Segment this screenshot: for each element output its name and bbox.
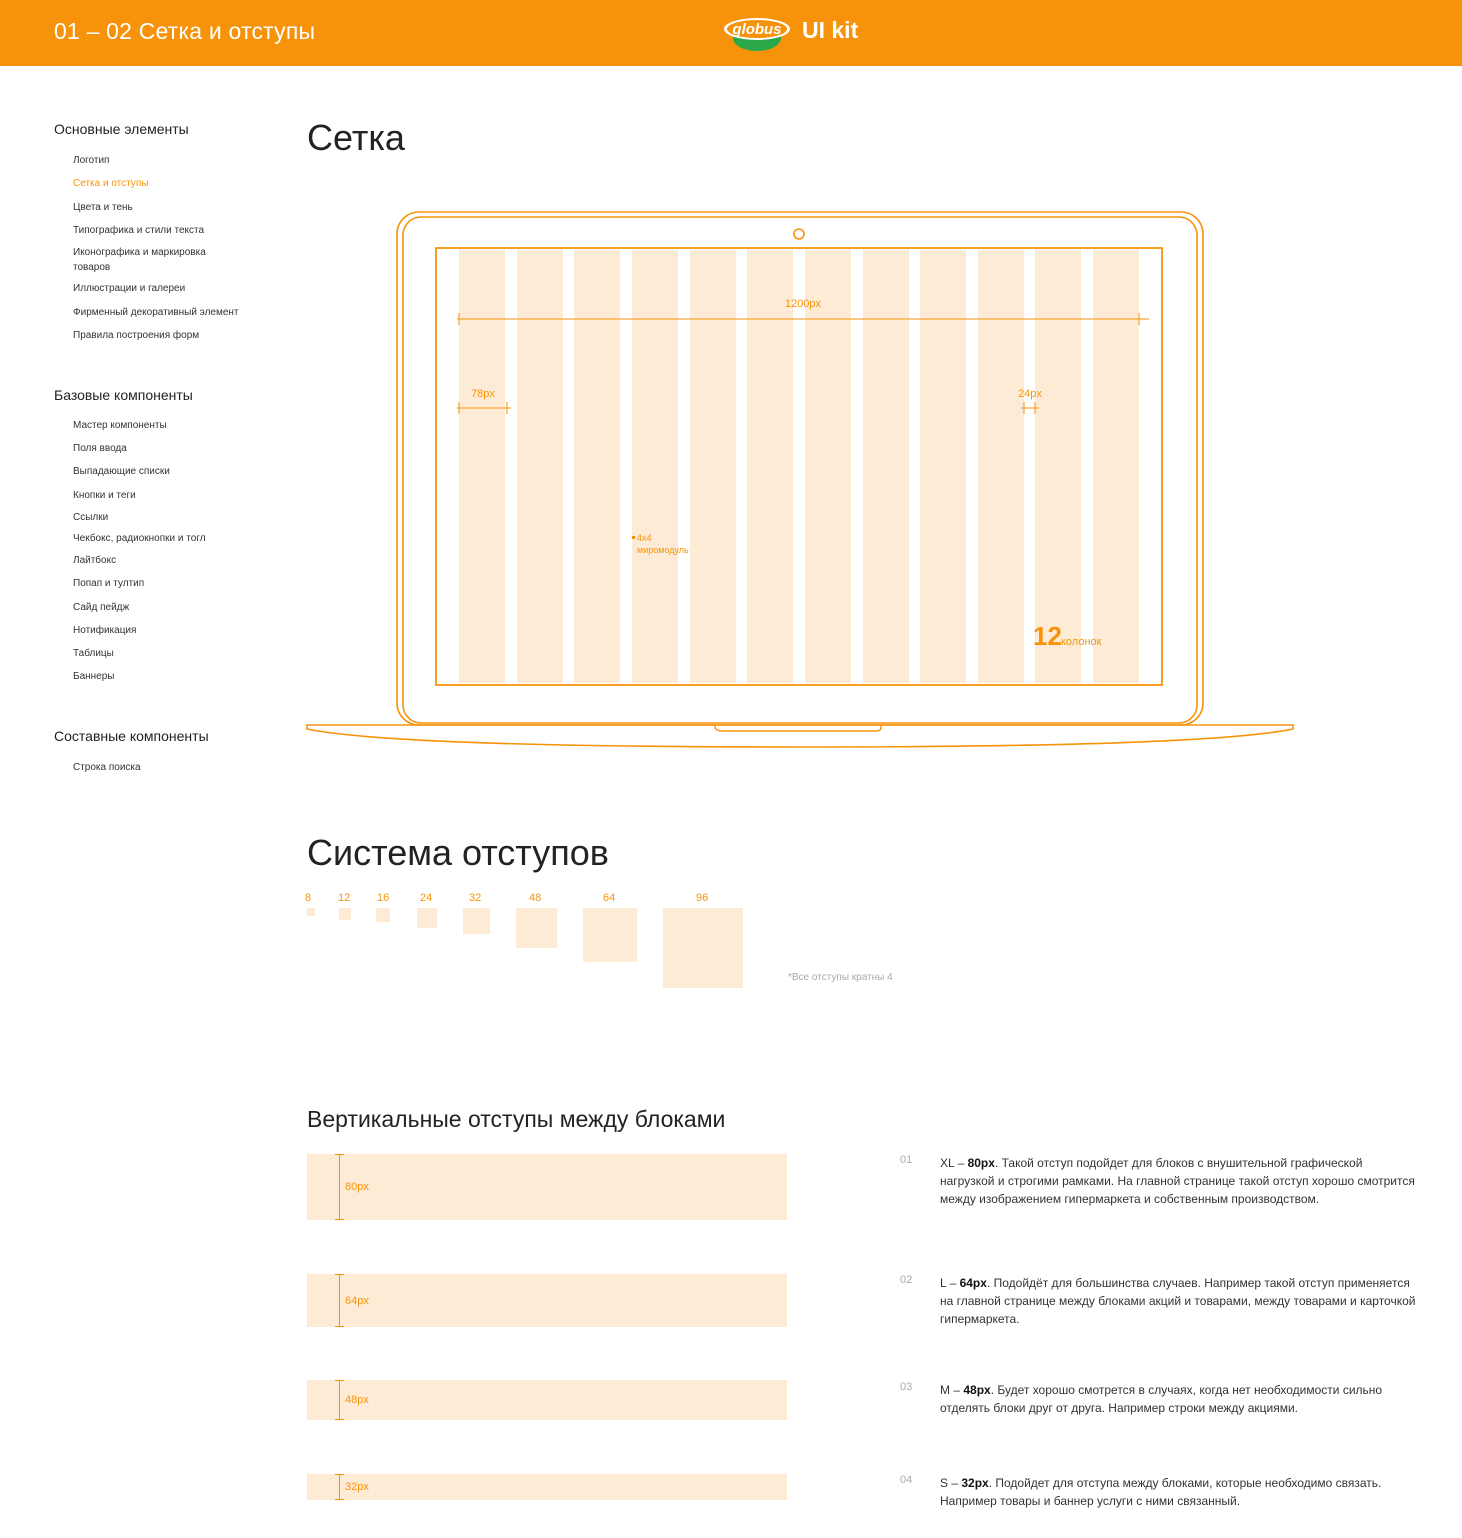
spacing-block-xl: [307, 1154, 787, 1220]
spacing-label: 8: [305, 892, 312, 904]
spacing-title: Система отступов: [307, 832, 609, 873]
sidebar-item-lightbox[interactable]: Лайтбокс: [73, 555, 117, 566]
sidebar-item-checkbox[interactable]: Чекбокс, радиокнопки и тогл: [73, 533, 206, 544]
desc-number: 03: [900, 1381, 913, 1393]
spacing-label: 96: [696, 892, 709, 904]
spacing-block-value: 48px: [345, 1394, 369, 1406]
desc-text: S – 32px. Подойдет для отступа между блоками, которые необходимо связать. Например товары и баннер услуги с ними связанный.: [940, 1476, 1382, 1508]
logo-text: globus: [732, 21, 782, 38]
spacing-square: [376, 908, 390, 922]
spacing-square: [307, 908, 315, 916]
sidebar-item-buttons[interactable]: Кнопки и теги: [73, 490, 136, 501]
desc-text: L – 64px. Подойдёт для большинства случаев. Например такой отступ применяется на главной странице между блоками акций и товарами, между товарами и карточкой гипермаркета.: [940, 1276, 1416, 1326]
sidebar-item-links[interactable]: Ссылки: [73, 512, 109, 523]
sidebar-section-title: Составные компоненты: [54, 728, 209, 744]
spacing-square: [583, 908, 637, 962]
spacing-label: 48: [529, 892, 542, 904]
desc-number: 04: [900, 1474, 913, 1486]
sidebar-item-forms[interactable]: Правила построения форм: [73, 330, 200, 341]
desc-text: XL – 80px. Такой отступ подойдет для блоков с внушительной графической нагрузкой и строгими рамками. На главной странице такой отступ хорошо смотрится между изображением гипермаркета и собственным производством.: [940, 1156, 1415, 1206]
sidebar-item-typography[interactable]: Типографика и стили текста: [73, 225, 205, 236]
spacing-label: 16: [377, 892, 390, 904]
spacing-block-l: [307, 1274, 787, 1327]
desc-number: 02: [900, 1274, 913, 1286]
sidebar-section-title: Основные элементы: [54, 121, 189, 137]
sidebar-item-iconography[interactable]: Иконографика и маркировка товаров: [73, 247, 206, 273]
vertical-spacing-title: Вертикальные отступы между блоками: [307, 1106, 726, 1132]
sidebar-item-banners[interactable]: Баннеры: [73, 671, 115, 682]
camera-icon: [794, 229, 804, 239]
globus-logo[interactable]: [722, 14, 792, 52]
spacing-square: [663, 908, 743, 988]
desc-number: 01: [900, 1154, 913, 1166]
module-label-2: миромодуль: [637, 545, 689, 555]
sidebar-item-colors[interactable]: Цвета и тень: [73, 202, 133, 213]
module-label: 4x4: [637, 533, 652, 543]
spacing-note: *Все отступы кратны 4: [788, 972, 893, 983]
spacing-label: 64: [603, 892, 616, 904]
sidebar-item-grid[interactable]: Сетка и отступы: [73, 178, 149, 189]
sidebar-section-title: Базовые компоненты: [54, 387, 193, 403]
spacing-block-s: [307, 1474, 787, 1500]
spacing-scale: [305, 890, 1005, 1000]
sidebar-item-master[interactable]: Мастер компоненты: [73, 420, 167, 431]
spacing-label: 24: [420, 892, 433, 904]
spacing-label: 32: [469, 892, 482, 904]
spacing-label: 12: [338, 892, 351, 904]
ui-kit-label: UI kit: [802, 17, 859, 43]
sidebar-item-logo[interactable]: Логотип: [73, 155, 110, 166]
desc-text: M – 48px. Будет хорошо смотрется в случаях, когда нет необходимости сильно отделять блоки друг от друга. Например строки между акциями.: [940, 1383, 1383, 1415]
sidebar-item-tables[interactable]: Таблицы: [73, 648, 114, 659]
spacing-block-value: 32px: [345, 1481, 369, 1493]
spacing-square: [417, 908, 437, 928]
spacing-block-value: 64px: [345, 1294, 369, 1307]
laptop-grid-illustration: [305, 205, 1297, 751]
column-width-label: 78px: [471, 388, 495, 400]
spacing-block-value: 80px: [345, 1181, 369, 1193]
sidebar-item-inputs[interactable]: Поля ввода: [73, 443, 127, 454]
top-bar: [0, 0, 1462, 66]
columns-word: колонок: [1061, 636, 1102, 648]
sidebar-item-dropdowns[interactable]: Выпадающие списки: [73, 466, 170, 477]
grid-width-label: 1200px: [784, 298, 822, 310]
gutter-width-label: 24px: [1018, 388, 1042, 400]
sidebar-item-illustrations[interactable]: Иллюстрации и галереи: [73, 283, 186, 294]
sidebar-item-sidepage[interactable]: Сайд пейдж: [73, 602, 130, 613]
sidebar-item-search[interactable]: Строка поиска: [73, 762, 141, 773]
breadcrumb: 01 – 02 Сетка и отступы: [54, 18, 316, 44]
spacing-square: [516, 908, 557, 948]
grid-title: Сетка: [307, 117, 405, 158]
columns-count: 12: [1033, 621, 1062, 651]
sidebar-item-notification[interactable]: Нотификация: [73, 625, 137, 636]
spacing-square: [463, 908, 490, 934]
spacing-block-m: [307, 1380, 787, 1420]
sidebar-item-popup[interactable]: Попап и тултип: [73, 578, 145, 589]
spacing-square: [339, 908, 351, 920]
sidebar-item-decor[interactable]: Фирменный декоративный элемент: [73, 307, 239, 318]
